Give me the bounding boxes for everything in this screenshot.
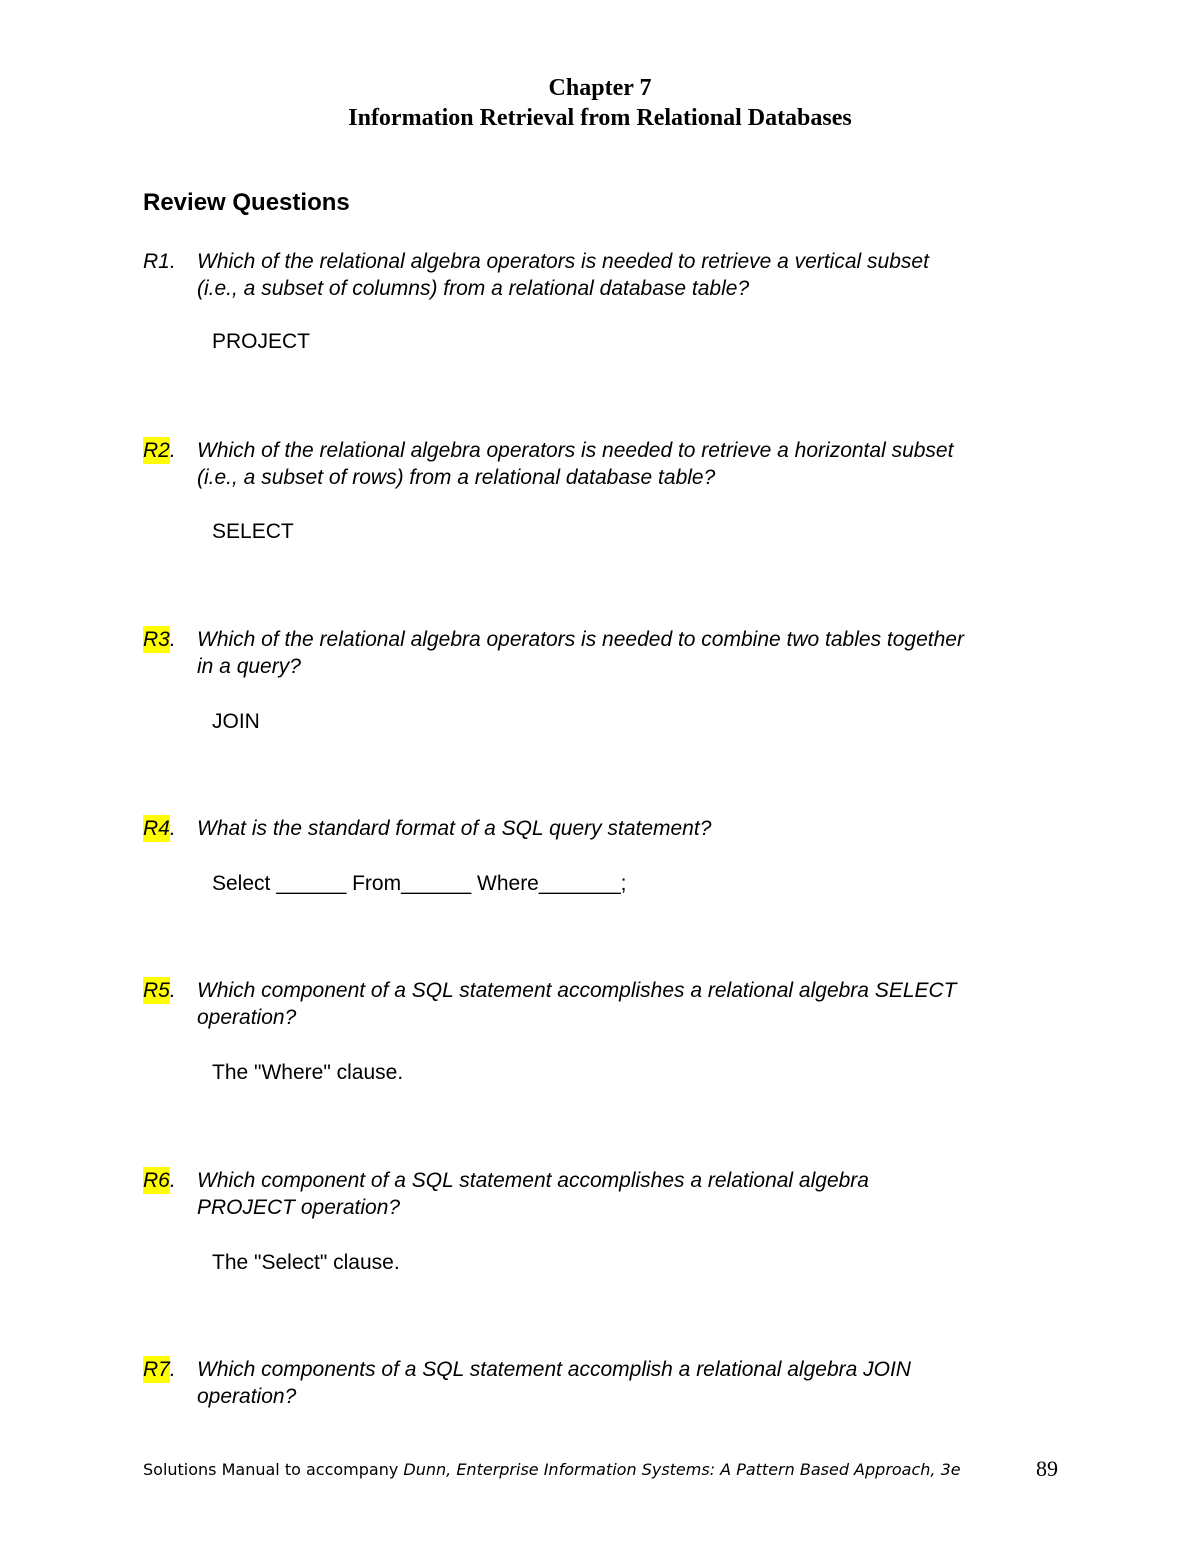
highlight-mark: R3: [143, 628, 170, 651]
page-footer: [143, 1458, 961, 1482]
question-number: R4 .: [143, 817, 176, 840]
answer-text: The "Select" clause.: [212, 1251, 400, 1274]
answer-text: PROJECT: [212, 330, 311, 353]
question-text: Which components of a SQL statement accomplish a relational algebra JOIN operation?: [197, 1358, 911, 1408]
footer-prefix: Solutions Manual to accompany: [143, 1460, 404, 1479]
question-text: Which of the relational algebra operators is needed to retrieve a horizontal subset (i.e., a subset of rows) from a relational database table?: [197, 439, 954, 489]
highlight-mark: R6: [143, 1169, 170, 1192]
question-text: Which component of a SQL statement accomplishes a relational algebra PROJECT operation?: [197, 1169, 869, 1219]
section-heading: Review Questions: [143, 189, 350, 216]
page-number: 89: [1036, 1456, 1058, 1481]
question-number: R3 .: [143, 628, 176, 651]
question-text: Which component of a SQL statement accomplishes a relational algebra SELECT operation?: [197, 979, 957, 1029]
question-number: R7 .: [143, 1358, 176, 1381]
answer-text: Select ______ From______ Where_______;: [212, 872, 627, 895]
highlight-mark: R5: [143, 979, 170, 1002]
chapter-title: Chapter 7: [548, 75, 652, 101]
highlight-mark: R4: [143, 817, 170, 840]
question-text: What is the standard format of a SQL query statement?: [197, 817, 712, 840]
highlight-mark: R2: [143, 439, 170, 462]
question-number: R1 .: [143, 250, 176, 273]
answer-text: SELECT: [212, 520, 294, 543]
answer-text: The "Where" clause.: [212, 1061, 404, 1084]
question-number: R6 .: [143, 1169, 176, 1192]
chapter-subtitle: Information Retrieval from Relational Databases: [348, 105, 852, 131]
question-text: Which of the relational algebra operators is needed to combine two tables together in a query?: [197, 628, 964, 678]
question-number: R5 .: [143, 979, 176, 1002]
answer-text: JOIN: [212, 710, 260, 733]
footer-book-title: Dunn, Enterprise Information Systems: A Pattern Based Approach, 3e: [403, 1460, 961, 1479]
question-text: Which of the relational algebra operators is needed to retrieve a vertical subset (i.e., a subset of columns) from a relational database table?: [197, 250, 929, 300]
question-number: R2 .: [143, 439, 176, 462]
highlight-mark: R7: [143, 1358, 170, 1381]
